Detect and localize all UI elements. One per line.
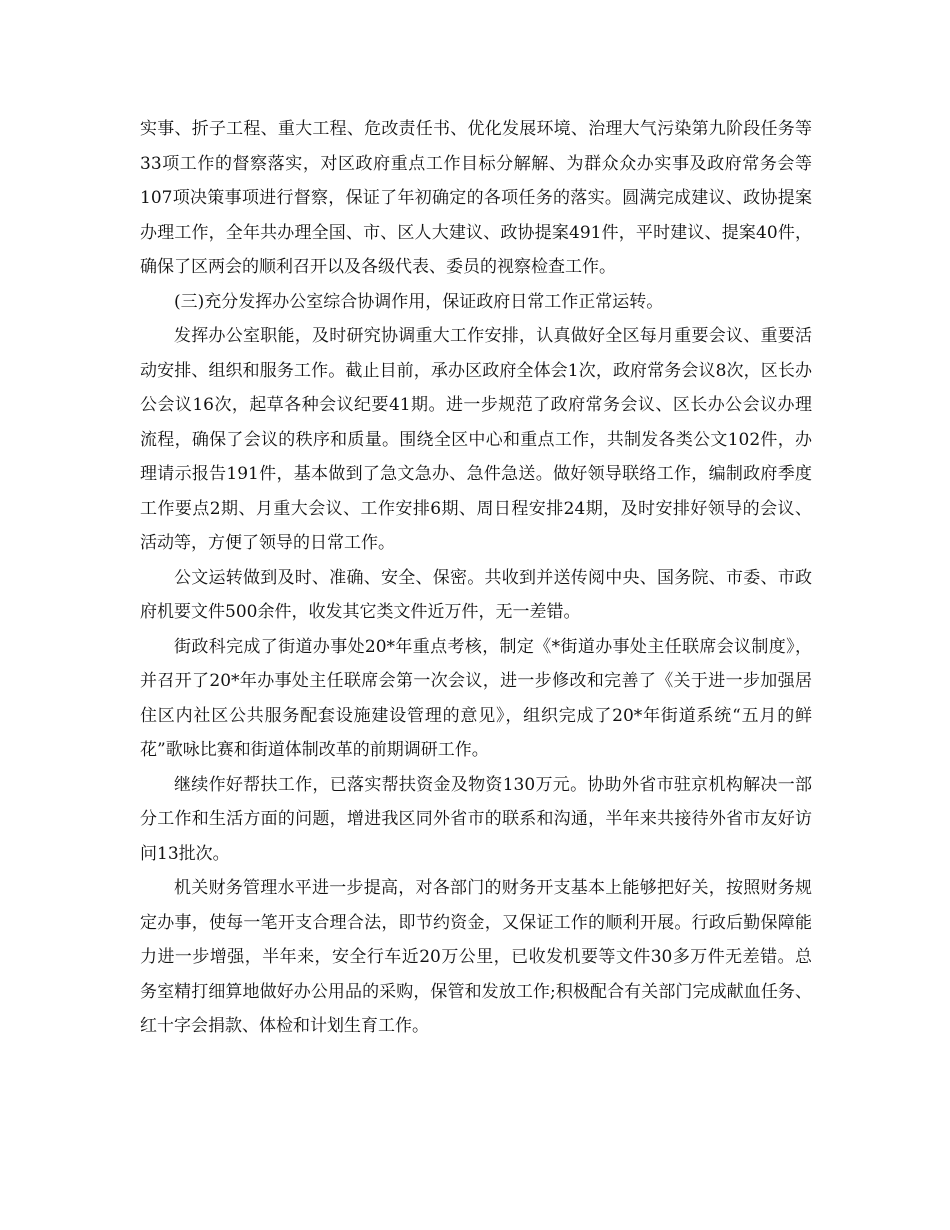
paragraph-4: 公文运转做到及时、准确、安全、保密。共收到并送传阅中央、国务院、市委、市政府机要文件500余件，收发其它类文件近万件，无一差错。	[140, 567, 812, 622]
document-page	[140, 112, 812, 1044]
paragraph-7: 机关财务管理水平进一步提高，对各部门的财务开支基本上能够把好关，按照财务规定办事，使每一笔开支合理合法，即节约资金，又保证工作的顺利开展。行政后勤保障能力进一步增强，半年来，安全行车近20万公里，已收发机要等文件30多万件无差错。总务室精打细算地做好办公用品的采购，保管和发放工作;积极配合有关部门完成献血任务、红十字会捐款、体检和计划生育工作。	[140, 878, 812, 1036]
paragraph-1: 实事、折子工程、重大工程、危改责任书、优化发展环境、治理大气污染第九阶段任务等33项工作的督察落实，对区政府重点工作目标分解解、为群众众办实事及政府常务会等107项决策事项进行督察，保证了年初确定的各项任务的落实。圆满完成建议、政协提案办理工作，全年共办理全国、市、区人大建议、政协提案491件，平时建议、提案40件，确保了区两会的顺利召开以及各级代表、委员的视察检查工作。	[140, 119, 812, 277]
section-heading-3: (三)充分发挥办公室综合协调作用，保证政府日常工作正常运转。	[174, 291, 664, 312]
paragraph-6: 继续作好帮扶工作，已落实帮扶资金及物资130万元。协助外省市驻京机构解决一部分工作和生活方面的问题，增进我区同外省市的联系和沟通，半年来共接待外省市友好访问13批次。	[140, 774, 812, 864]
paragraph-3: 发挥办公室职能，及时研究协调重大工作安排，认真做好全区每月重要会议、重要活动安排、组织和服务工作。截止目前，承办区政府全体会1次，政府常务会议8次，区长办公会议16次，起草各种会议纪要41期。进一步规范了政府常务会议、区长办公会议办理流程，确保了会议的秩序和质量。围绕全区中心和重点工作，共制发各类公文102件，办理请示报告191件，基本做到了急文急办、急件急送。做好领导联络工作，编制政府季度工作要点2期、月重大会议、工作安排6期、周日程安排24期，及时安排好领导的会议、活动等，方便了领导的日常工作。	[140, 326, 812, 553]
paragraph-5: 街政科完成了街道办事处20*年重点考核，制定《*街道办事处主任联席会议制度》，并召开了20*年办事处主任联席会第一次会议，进一步修改和完善了《关于进一步加强居住区内社区公共服务配套设施建设管理的意见》，组织完成了20*年街道系统“五月的鲜花”歌咏比赛和街道体制改革的前期调研工作。	[140, 636, 812, 760]
